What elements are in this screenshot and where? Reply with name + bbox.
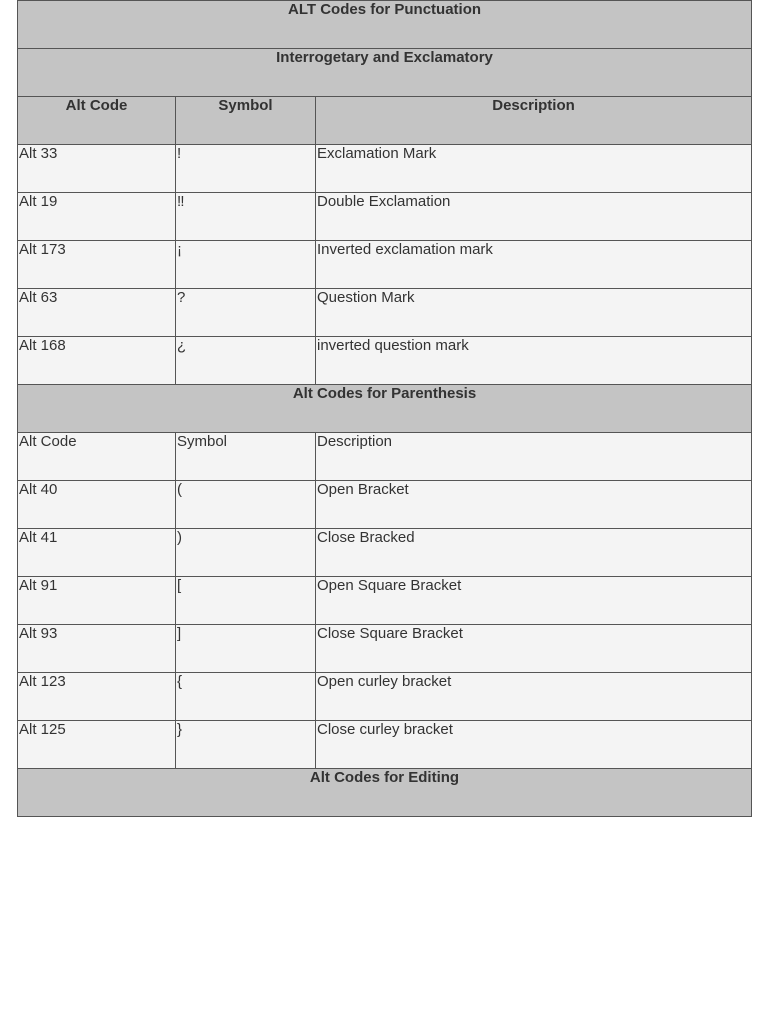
symbol-cell: }: [176, 721, 316, 769]
description-cell: Close Bracked: [316, 529, 752, 577]
section-heading-parenthesis: Alt Codes for Parenthesis: [18, 385, 752, 433]
section-heading-row: [18, 385, 752, 433]
alt-code-cell: Alt 93: [18, 625, 176, 673]
column-header-description: Description: [316, 97, 752, 145]
alt-code-cell: Alt 173: [18, 241, 176, 289]
symbol-cell: ): [176, 529, 316, 577]
symbol-cell: ]: [176, 625, 316, 673]
section-heading-row: [18, 769, 752, 817]
description-cell: Open curley bracket: [316, 673, 752, 721]
table-row: [18, 289, 752, 337]
table-title: ALT Codes for Punctuation: [18, 1, 752, 49]
alt-code-cell: Alt 123: [18, 673, 176, 721]
description-cell: Close curley bracket: [316, 721, 752, 769]
table-row: [18, 721, 752, 769]
symbol-cell: !: [176, 145, 316, 193]
table-title-row: [18, 1, 752, 49]
description-cell: Exclamation Mark: [316, 145, 752, 193]
description-cell: Double Exclamation: [316, 193, 752, 241]
symbol-cell: ¿: [176, 337, 316, 385]
alt-code-cell: Alt 40: [18, 481, 176, 529]
column-header-symbol: Symbol: [176, 97, 316, 145]
description-cell: inverted question mark: [316, 337, 752, 385]
table-row: [18, 193, 752, 241]
table-row: [18, 673, 752, 721]
description-cell: Question Mark: [316, 289, 752, 337]
column-label-row: [18, 433, 752, 481]
section-heading-editing: Alt Codes for Editing: [18, 769, 752, 817]
column-label-alt-code: Alt Code: [18, 433, 176, 481]
alt-codes-table: [17, 0, 752, 817]
symbol-cell: ¡: [176, 241, 316, 289]
table-row: [18, 145, 752, 193]
symbol-cell: (: [176, 481, 316, 529]
section-heading-row: [18, 49, 752, 97]
alt-code-cell: Alt 19: [18, 193, 176, 241]
column-label-symbol: Symbol: [176, 433, 316, 481]
column-header-row: [18, 97, 752, 145]
description-cell: Inverted exclamation mark: [316, 241, 752, 289]
symbol-cell: {: [176, 673, 316, 721]
table-row: [18, 337, 752, 385]
column-label-description: Description: [316, 433, 752, 481]
alt-code-cell: Alt 125: [18, 721, 176, 769]
table-row: [18, 481, 752, 529]
alt-code-cell: Alt 33: [18, 145, 176, 193]
alt-code-cell: Alt 41: [18, 529, 176, 577]
table-row: [18, 529, 752, 577]
alt-code-cell: Alt 168: [18, 337, 176, 385]
table-row: [18, 241, 752, 289]
symbol-cell: ?: [176, 289, 316, 337]
description-cell: Open Bracket: [316, 481, 752, 529]
alt-code-cell: Alt 63: [18, 289, 176, 337]
alt-codes-container: [17, 0, 751, 817]
description-cell: Close Square Bracket: [316, 625, 752, 673]
symbol-cell: [: [176, 577, 316, 625]
alt-code-cell: Alt 91: [18, 577, 176, 625]
table-row: [18, 577, 752, 625]
description-cell: Open Square Bracket: [316, 577, 752, 625]
column-header-alt-code: Alt Code: [18, 97, 176, 145]
symbol-cell: ‼: [176, 193, 316, 241]
section-heading-interrogatory: Interrogetary and Exclamatory: [18, 49, 752, 97]
table-row: [18, 625, 752, 673]
